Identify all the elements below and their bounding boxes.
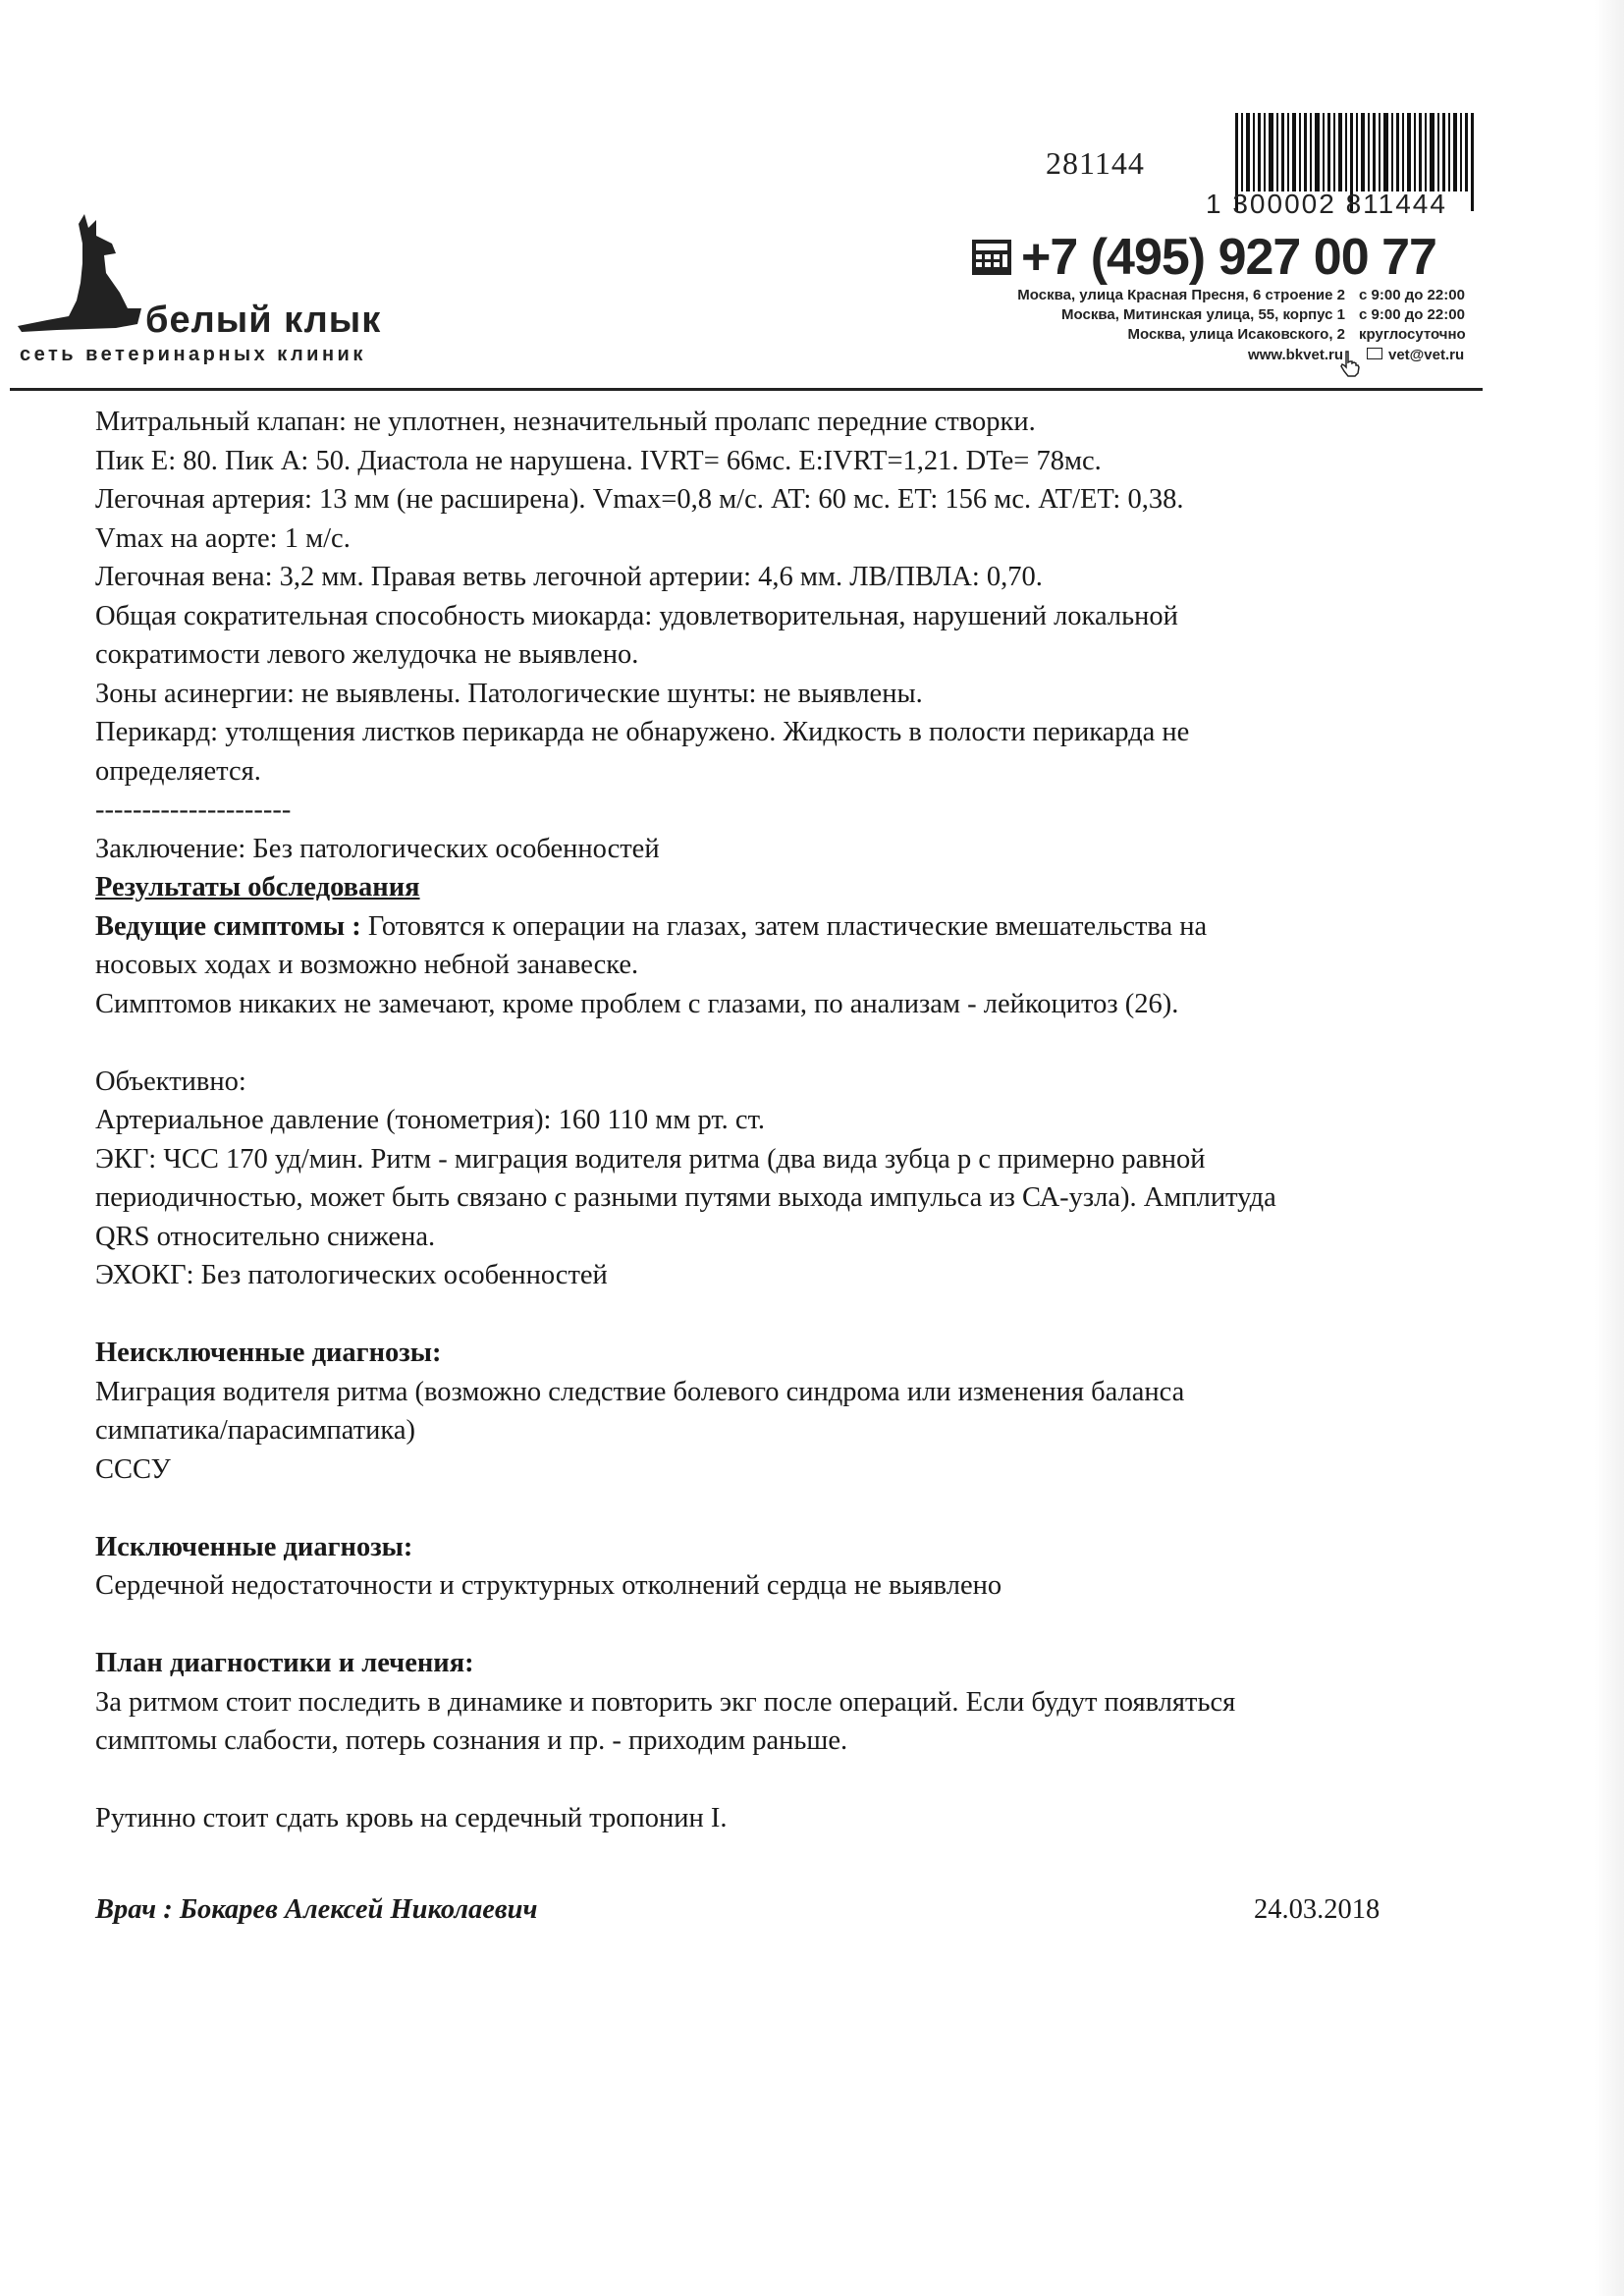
symptoms-line: Симптомов никаких не замечают, кроме проблем с глазами, по анализам - лейкоцитоз (26). bbox=[95, 988, 1179, 1019]
hours-3: круглосуточно bbox=[1359, 326, 1466, 343]
email-text: vet@vet.ru bbox=[1388, 347, 1465, 363]
objective-line: ЭКГ: ЧСС 170 уд/мин. Ритм - миграция водителя ритма (два вида зубца р с примерно равной bbox=[95, 1143, 1206, 1175]
leading-text: Готовятся к операции на глазах, затем пластические вмешательства на bbox=[360, 910, 1208, 942]
calculator-phone-icon bbox=[972, 240, 1011, 275]
not-excluded-line: симпатика/парасимпатика) bbox=[95, 1415, 415, 1446]
signature-row bbox=[95, 1890, 1489, 1930]
objective-line: Объективно: bbox=[95, 1066, 246, 1097]
separator: --------------------- bbox=[95, 794, 292, 825]
echo-line: сократимости левого желудочка не выявлено. bbox=[95, 639, 639, 670]
echo-line: Легочная вена: 3,2 мм. Правая ветвь легочной артерии: 4,6 мм. ЛВ/ПВЛА: 0,70. bbox=[95, 562, 1043, 592]
document-date: 24.03.2018 bbox=[1254, 1894, 1380, 1925]
echo-line: Зоны асинергии: не выявлены. Патологические шунты: не выявлены. bbox=[95, 678, 923, 709]
plan-line: За ритмом стоит последить в динамике и повторить экг после операций. Если будут появляться bbox=[95, 1686, 1236, 1718]
echo-line: Легочная артерия: 13 мм (не расширена). Vmax=0,8 м/с. AT: 60 мс. ET: 156 мс. AT/ET: 0,38. bbox=[95, 484, 1184, 515]
objective-line: QRS относительно снижена. bbox=[95, 1221, 436, 1252]
address-2: Москва, Митинская улица, 55, корпус 1 bbox=[1061, 306, 1345, 323]
email-link[interactable] bbox=[1367, 347, 1464, 363]
echo-line: Перикард: утолщения листков перикарда не обнаружено. Жидкость в полости перикарда не bbox=[95, 717, 1190, 747]
objective-line: ЭХОКГ: Без патологических особенностей bbox=[95, 1260, 608, 1290]
not-excluded-heading: Неисключенные диагнозы: bbox=[95, 1338, 442, 1368]
website-link[interactable]: www.bkvet.ru bbox=[1248, 347, 1343, 363]
not-excluded-line: СССУ bbox=[95, 1453, 171, 1485]
hours-1: с 9:00 до 22:00 bbox=[1359, 287, 1465, 303]
echo-line: Общая сократительная способность миокарда: удовлетворительная, нарушений локальной bbox=[95, 600, 1178, 631]
address-1: Москва, улица Красная Пресня, 6 строение 2 bbox=[1017, 287, 1345, 303]
leading-label: Ведущие симптомы : bbox=[95, 910, 361, 942]
results-heading: Результаты обследования bbox=[95, 872, 420, 902]
brand-subtitle: сеть ветеринарных клиник bbox=[20, 344, 366, 365]
plan-line: симптомы слабости, потерь сознания и пр. - приходим раньше. bbox=[95, 1725, 848, 1756]
not-excluded-line: Миграция водителя ритма (возможно следствие болевого синдрома или изменения баланса bbox=[95, 1376, 1185, 1407]
leading-symptoms-cont: носовых ходах и возможно небной занавеске. bbox=[95, 950, 639, 980]
brand-name: белый клык bbox=[145, 300, 382, 341]
echo-line: определяется. bbox=[95, 755, 261, 787]
echo-line: Пик Е: 80. Пик А: 50. Диастола не нарушена. IVRT= 66мс. E:IVRT=1,21. DTe= 78мс. bbox=[95, 445, 1102, 476]
address-3: Москва, улица Исаковского, 2 bbox=[1127, 326, 1345, 343]
objective-line: периодичностью, может быть связано с разными путями выхода импульса из СА-узла). Амплитуда bbox=[95, 1182, 1276, 1213]
conclusion: Заключение: Без патологических особенностей bbox=[95, 833, 660, 864]
echo-line: Vmax на аорте: 1 м/с. bbox=[95, 522, 351, 554]
clinic-logo bbox=[18, 214, 410, 371]
excluded-line: Сердечной недостаточности и структурных отколнений сердца не выявлено bbox=[95, 1570, 1002, 1601]
document-number: 281144 bbox=[1046, 145, 1145, 181]
echo-line: Митральный клапан: не уплотнен, незначительный пролапс передние створки. bbox=[95, 407, 1036, 437]
barcode-digits: 1 300002 811444 bbox=[1206, 189, 1447, 219]
plan-heading: План диагностики и лечения: bbox=[95, 1648, 474, 1678]
excluded-heading: Исключенные диагнозы: bbox=[95, 1531, 413, 1562]
scan-edge-shadow bbox=[1595, 0, 1624, 2296]
doctor-signature: Врач : Бокарев Алексей Николаевич bbox=[95, 1894, 538, 1925]
envelope-icon bbox=[1367, 348, 1382, 359]
phone-number: +7 (495) 927 00 77 bbox=[1021, 229, 1436, 286]
phone-row bbox=[972, 228, 1483, 287]
hours-2: с 9:00 до 22:00 bbox=[1359, 306, 1465, 323]
routine-line: Рутинно стоит сдать кровь на сердечный тропонин I. bbox=[95, 1803, 728, 1833]
document-body bbox=[95, 403, 1489, 1930]
objective-line: Артериальное давление (тонометрия): 160 110 мм рт. ст. bbox=[95, 1105, 766, 1135]
header-divider bbox=[10, 388, 1483, 391]
hand-cursor-icon bbox=[1339, 350, 1361, 377]
leading-symptoms bbox=[95, 907, 1489, 947]
